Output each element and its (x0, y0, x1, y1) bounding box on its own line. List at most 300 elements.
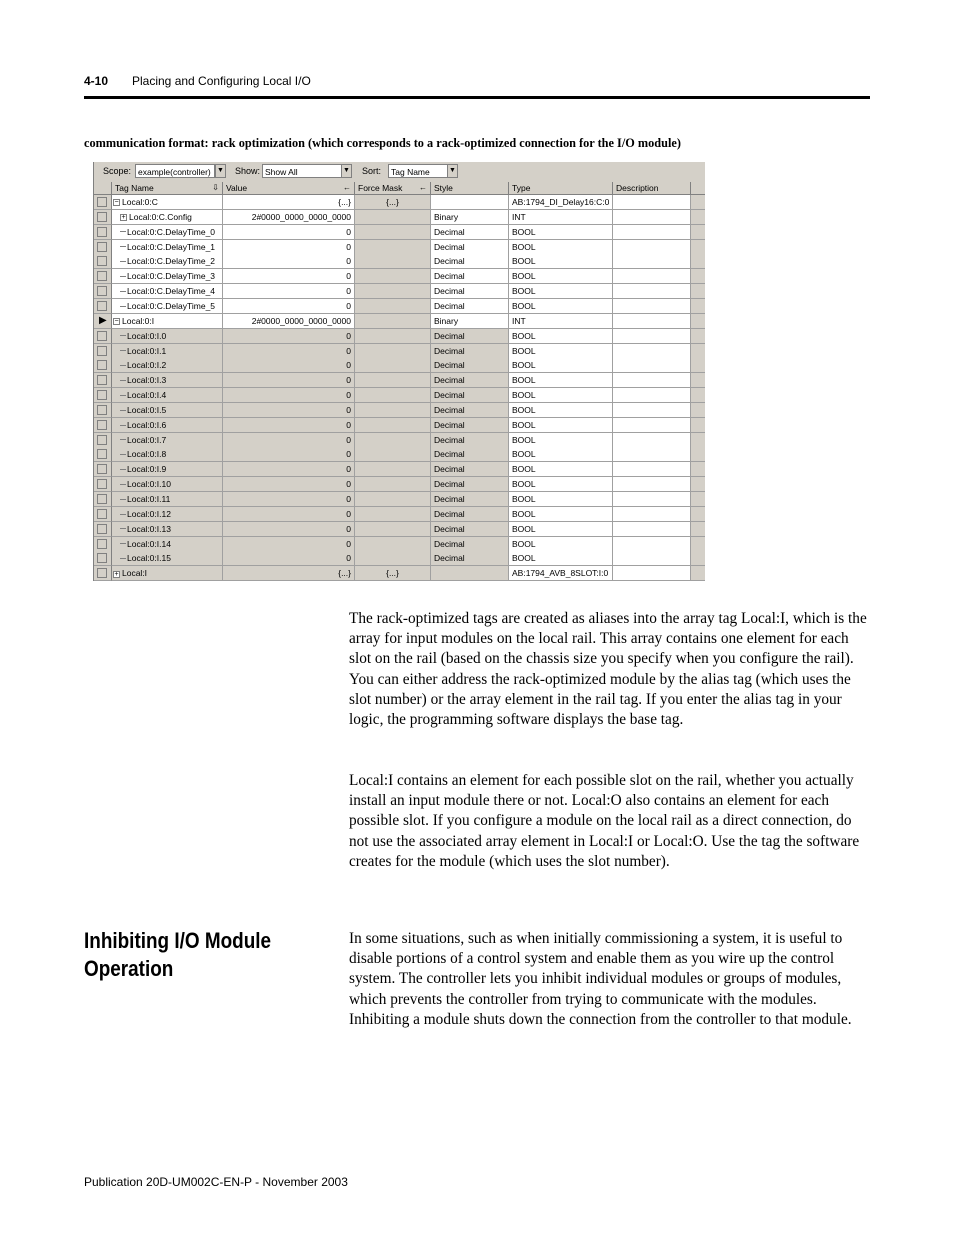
type-cell[interactable]: BOOL (509, 433, 613, 448)
column-label: Style (434, 183, 453, 193)
row-selector[interactable] (94, 240, 112, 255)
description-cell[interactable] (613, 195, 691, 210)
tag-name-text: Local:0:I.12 (127, 508, 171, 519)
value-cell[interactable]: 0 (223, 344, 355, 359)
row-selector[interactable] (94, 388, 112, 403)
tag-name-text: Local:0:I.3 (127, 375, 167, 386)
table-row[interactable] (94, 195, 705, 210)
collapse-icon[interactable]: − (114, 318, 119, 326)
description-cell[interactable] (613, 314, 691, 329)
vertical-scrollbar[interactable] (691, 299, 705, 314)
style-cell[interactable]: Decimal (431, 240, 509, 255)
vertical-scrollbar[interactable] (691, 254, 705, 269)
row-selector[interactable] (94, 269, 112, 284)
tag-name-cell[interactable] (112, 240, 223, 255)
value-cell[interactable]: 0 (223, 284, 355, 299)
vertical-scrollbar[interactable] (691, 225, 705, 240)
type-cell[interactable]: AB:1794_DI_Delay16:C:0 (509, 195, 613, 210)
row-selector[interactable] (94, 225, 112, 240)
tag-name-cell[interactable] (112, 477, 223, 492)
value-cell[interactable]: 2#0000_0000_0000_0000 (223, 314, 355, 329)
style-cell[interactable]: Decimal (431, 373, 509, 388)
tag-name-text: Local:0:I (122, 315, 155, 326)
force-mask-cell[interactable] (355, 269, 431, 284)
row-selector[interactable] (94, 284, 112, 299)
style-cell[interactable]: Decimal (431, 522, 509, 537)
tag-name-cell[interactable] (112, 388, 223, 403)
table-row[interactable] (94, 269, 705, 284)
force-mask-cell[interactable] (355, 225, 431, 240)
table-row[interactable] (94, 418, 705, 433)
tag-name-cell[interactable] (112, 507, 223, 522)
vertical-scrollbar[interactable] (691, 477, 705, 492)
tree-line-icon (120, 439, 126, 441)
type-cell[interactable]: BOOL (509, 225, 613, 240)
style-cell[interactable]: Decimal (431, 462, 509, 477)
type-cell[interactable]: INT (509, 314, 613, 329)
row-selector[interactable] (94, 566, 112, 581)
table-row[interactable] (94, 373, 705, 388)
tag-name-cell[interactable] (112, 537, 223, 552)
tree-line-icon (120, 558, 126, 560)
tag-name-cell[interactable] (112, 195, 223, 210)
description-cell[interactable] (613, 507, 691, 522)
body-paragraph: Local:I contains an element for each possible slot on the rail, whether you actually install an input module there or not. Local:O also contains an element for each possible slot. If you configure a module on the local rail as a direct connection, do not use the associated array element in Local:I or Local:O. Use the tag the software creates for the module (which uses the slot number). (349, 772, 860, 870)
table-row[interactable] (94, 566, 705, 581)
tag-name-cell[interactable] (112, 299, 223, 314)
row-selector[interactable] (94, 522, 112, 537)
sort-indicator-icon: ⇩ (212, 183, 219, 192)
description-cell[interactable] (613, 492, 691, 507)
style-cell[interactable]: Decimal (431, 507, 509, 522)
description-cell[interactable] (613, 477, 691, 492)
value-cell[interactable]: 0 (223, 299, 355, 314)
row-selector-box (97, 539, 107, 549)
style-cell[interactable]: Decimal (431, 447, 509, 462)
description-cell[interactable] (613, 358, 691, 373)
description-cell[interactable] (613, 329, 691, 344)
style-cell[interactable]: Binary (431, 314, 509, 329)
value-cell[interactable]: 0 (223, 522, 355, 537)
type-cell[interactable]: BOOL (509, 492, 613, 507)
value-cell[interactable]: 0 (223, 462, 355, 477)
force-mask-cell[interactable] (355, 344, 431, 359)
table-row[interactable] (94, 507, 705, 522)
tree-line-icon (120, 231, 126, 233)
tag-name-cell[interactable] (112, 269, 223, 284)
description-cell[interactable] (613, 388, 691, 403)
type-cell[interactable]: BOOL (509, 551, 613, 566)
force-mask-cell[interactable] (355, 433, 431, 448)
description-cell[interactable] (613, 462, 691, 477)
force-mask-cell[interactable] (355, 418, 431, 433)
tree-line-icon (120, 543, 126, 545)
style-cell[interactable]: Decimal (431, 433, 509, 448)
tag-name-cell[interactable] (112, 403, 223, 418)
force-mask-cell[interactable] (355, 551, 431, 566)
row-selector[interactable] (94, 329, 112, 344)
type-cell[interactable]: BOOL (509, 284, 613, 299)
vertical-scrollbar[interactable] (691, 537, 705, 552)
row-selector-box (97, 524, 107, 534)
tree-line-icon (120, 276, 126, 278)
row-selector[interactable] (94, 403, 112, 418)
style-cell[interactable]: Binary (431, 210, 509, 225)
force-mask-cell[interactable]: {...} (355, 195, 431, 210)
sort-select[interactable]: Tag Name (388, 164, 448, 178)
value-cell[interactable]: 0 (223, 492, 355, 507)
table-row[interactable] (94, 477, 705, 492)
vertical-scrollbar[interactable] (691, 329, 705, 344)
tag-name-cell[interactable] (112, 492, 223, 507)
description-cell[interactable] (613, 566, 691, 581)
column-label: Force Mask (358, 183, 403, 193)
force-mask-cell[interactable] (355, 299, 431, 314)
table-row[interactable] (94, 344, 705, 359)
style-cell[interactable]: Decimal (431, 403, 509, 418)
vertical-scrollbar[interactable] (691, 269, 705, 284)
tag-name-text: Local:0:I.9 (127, 464, 167, 475)
column-style[interactable] (431, 182, 509, 195)
tag-name-text: Local:I (122, 568, 148, 579)
tag-name-cell[interactable] (112, 314, 223, 329)
row-selector[interactable] (94, 344, 112, 359)
tree-line-icon (120, 365, 126, 367)
expand-icon[interactable]: + (121, 214, 126, 222)
force-mask-cell[interactable] (355, 522, 431, 537)
tag-name-cell[interactable] (112, 566, 223, 581)
force-mask-cell[interactable] (355, 477, 431, 492)
description-cell[interactable] (613, 373, 691, 388)
show-select[interactable]: Show All (262, 164, 342, 178)
tag-name-text: Local:0:I.1 (127, 345, 167, 356)
force-mask-cell[interactable] (355, 254, 431, 269)
table-row[interactable] (94, 314, 705, 329)
description-cell[interactable] (613, 225, 691, 240)
tag-name-text: Local:0:I.10 (127, 479, 171, 490)
style-cell[interactable]: Decimal (431, 269, 509, 284)
tag-name-cell[interactable] (112, 418, 223, 433)
style-cell[interactable]: Decimal (431, 477, 509, 492)
table-row[interactable] (94, 299, 705, 314)
style-cell[interactable]: Decimal (431, 537, 509, 552)
value-cell[interactable]: 0 (223, 225, 355, 240)
tag-name-cell[interactable] (112, 462, 223, 477)
tree-line-icon (120, 528, 126, 530)
description-cell[interactable] (613, 269, 691, 284)
row-selector-box (97, 464, 107, 474)
table-row[interactable] (94, 284, 705, 299)
row-selector[interactable] (94, 254, 112, 269)
scope-label: Scope: (103, 166, 132, 176)
tree-line-icon (120, 261, 126, 263)
description-cell[interactable] (613, 344, 691, 359)
row-selector[interactable] (94, 433, 112, 448)
vertical-scrollbar[interactable] (691, 388, 705, 403)
tree-line-icon (120, 425, 126, 427)
force-mask-cell[interactable] (355, 329, 431, 344)
table-row[interactable] (94, 240, 705, 255)
vertical-scrollbar[interactable] (691, 551, 705, 566)
force-mask-cell[interactable] (355, 507, 431, 522)
force-mask-cell[interactable] (355, 537, 431, 552)
table-row[interactable] (94, 225, 705, 240)
vertical-scrollbar[interactable] (691, 447, 705, 462)
tree-line-icon (120, 246, 126, 248)
figure-caption: communication format: rack optimization (which corresponds to a rack-optimized connection for the I/O module) (84, 136, 681, 150)
description-cell[interactable] (613, 537, 691, 552)
corner-header (94, 182, 112, 195)
value-cell[interactable]: 0 (223, 447, 355, 462)
force-mask-cell[interactable]: {...} (355, 566, 431, 581)
row-selector[interactable] (94, 492, 112, 507)
style-cell[interactable]: Decimal (431, 344, 509, 359)
row-selector-box (97, 360, 107, 370)
table-row[interactable] (94, 551, 705, 566)
value-cell[interactable]: 0 (223, 254, 355, 269)
tag-name-cell[interactable] (112, 373, 223, 388)
tag-name-text: Local:0:I.5 (127, 404, 167, 415)
type-cell[interactable]: BOOL (509, 358, 613, 373)
tag-name-text: Local:0:I.11 (127, 494, 171, 504)
row-selector[interactable] (94, 551, 112, 566)
vertical-scrollbar[interactable] (691, 373, 705, 388)
type-cell[interactable]: BOOL (509, 269, 613, 284)
row-selector[interactable] (94, 195, 112, 210)
column-label: Type (512, 183, 531, 193)
left-arrow-icon: ← (419, 183, 427, 192)
value-cell[interactable]: 0 (223, 433, 355, 448)
type-cell[interactable]: BOOL (509, 462, 613, 477)
style-cell[interactable]: Decimal (431, 284, 509, 299)
force-mask-cell[interactable] (355, 447, 431, 462)
type-cell[interactable]: BOOL (509, 329, 613, 344)
table-row[interactable] (94, 522, 705, 537)
column-type[interactable] (509, 182, 613, 195)
table-row[interactable] (94, 447, 705, 462)
value-cell[interactable]: 0 (223, 373, 355, 388)
force-mask-cell[interactable] (355, 492, 431, 507)
force-mask-cell[interactable] (355, 403, 431, 418)
row-selector[interactable] (94, 373, 112, 388)
row-selector-box (97, 435, 107, 445)
value-cell[interactable]: 0 (223, 507, 355, 522)
type-cell[interactable]: BOOL (509, 477, 613, 492)
value-cell[interactable]: 0 (223, 240, 355, 255)
vertical-scrollbar[interactable] (691, 195, 705, 210)
style-cell[interactable] (431, 566, 509, 581)
style-cell[interactable]: Decimal (431, 329, 509, 344)
vertical-scrollbar[interactable] (691, 210, 705, 225)
vertical-scrollbar[interactable] (691, 403, 705, 418)
value-cell[interactable]: 0 (223, 329, 355, 344)
vertical-scrollbar[interactable] (691, 284, 705, 299)
type-cell[interactable]: BOOL (509, 388, 613, 403)
row-selector-box (97, 568, 107, 578)
type-cell[interactable]: BOOL (509, 299, 613, 314)
type-cell[interactable]: BOOL (509, 537, 613, 552)
description-cell[interactable] (613, 551, 691, 566)
collapse-icon[interactable]: − (114, 199, 119, 207)
type-cell[interactable]: INT (509, 210, 613, 225)
type-cell[interactable]: BOOL (509, 403, 613, 418)
value-cell[interactable]: 0 (223, 358, 355, 373)
tag-grid-header (94, 182, 705, 195)
table-row[interactable] (94, 492, 705, 507)
left-arrow-icon: ← (343, 183, 351, 192)
type-cell[interactable]: BOOL (509, 344, 613, 359)
style-cell[interactable] (431, 195, 509, 210)
scope-dropdown-icon[interactable]: ▼ (215, 164, 226, 178)
force-mask-cell[interactable] (355, 284, 431, 299)
vertical-scrollbar[interactable] (691, 314, 705, 329)
type-cell[interactable]: BOOL (509, 447, 613, 462)
description-cell[interactable] (613, 447, 691, 462)
force-mask-cell[interactable] (355, 314, 431, 329)
row-selector[interactable] (94, 462, 112, 477)
tag-name-cell[interactable] (112, 329, 223, 344)
table-row[interactable] (94, 254, 705, 269)
tag-editor-window (93, 162, 705, 581)
tag-name-cell[interactable] (112, 225, 223, 240)
style-cell[interactable]: Decimal (431, 254, 509, 269)
description-cell[interactable] (613, 210, 691, 225)
tag-name-cell[interactable] (112, 210, 223, 225)
force-mask-cell[interactable] (355, 373, 431, 388)
description-cell[interactable] (613, 240, 691, 255)
tag-name-cell[interactable] (112, 551, 223, 566)
table-row[interactable] (94, 329, 705, 344)
description-cell[interactable] (613, 433, 691, 448)
vertical-scrollbar[interactable] (691, 492, 705, 507)
value-cell[interactable]: 0 (223, 269, 355, 284)
value-cell[interactable]: 0 (223, 537, 355, 552)
style-cell[interactable]: Decimal (431, 225, 509, 240)
row-selector[interactable] (94, 418, 112, 433)
row-selector[interactable] (94, 447, 112, 462)
table-row[interactable] (94, 358, 705, 373)
vertical-scrollbar[interactable] (691, 522, 705, 537)
row-selector[interactable] (94, 314, 112, 329)
table-row[interactable] (94, 210, 705, 225)
vertical-scrollbar[interactable] (691, 344, 705, 359)
table-row[interactable] (94, 537, 705, 552)
force-mask-cell[interactable] (355, 240, 431, 255)
style-cell[interactable]: Decimal (431, 551, 509, 566)
row-selector-box (97, 227, 107, 237)
tag-name-cell[interactable] (112, 358, 223, 373)
tree-line-icon (120, 306, 126, 308)
value-cell[interactable]: 0 (223, 418, 355, 433)
page-number: 4-10 (84, 74, 109, 88)
column-tag-name[interactable] (112, 182, 223, 195)
sort-label: Sort: (362, 166, 382, 176)
body-paragraph: In some situations, such as when initially commissioning a system, it is useful to disable portions of a control system and enable them as you wire up the control system. The controller lets you inhibit individual modules or groups of modules, which prevents the controller from trying to communicate with the modules. Inhibiting a module shuts down the connection from the controller to that module. (349, 930, 852, 1028)
vertical-scrollbar[interactable] (691, 240, 705, 255)
value-cell[interactable]: 0 (223, 477, 355, 492)
value-cell[interactable]: {...} (223, 566, 355, 581)
vertical-scrollbar[interactable] (691, 418, 705, 433)
style-cell[interactable]: Decimal (431, 388, 509, 403)
description-cell[interactable] (613, 254, 691, 269)
row-selector[interactable] (94, 537, 112, 552)
scope-select[interactable]: example(controller) (135, 164, 215, 178)
style-cell[interactable]: Decimal (431, 418, 509, 433)
vertical-scrollbar[interactable] (691, 462, 705, 477)
value-cell[interactable]: 0 (223, 403, 355, 418)
value-cell[interactable]: {...} (223, 195, 355, 210)
value-cell[interactable]: 0 (223, 388, 355, 403)
column-label: Value (226, 183, 248, 193)
show-dropdown-icon[interactable]: ▼ (341, 164, 352, 178)
column-value[interactable] (223, 182, 355, 195)
tag-name-cell[interactable] (112, 447, 223, 462)
current-row-pointer-icon: ▶ (99, 314, 107, 326)
type-cell[interactable]: BOOL (509, 373, 613, 388)
row-selector[interactable] (94, 358, 112, 373)
type-cell[interactable]: BOOL (509, 507, 613, 522)
column-description[interactable] (613, 182, 691, 195)
vertical-scrollbar[interactable] (691, 507, 705, 522)
tag-name-text: Local:0:C.Config (129, 211, 192, 222)
tag-name-cell[interactable] (112, 522, 223, 537)
tag-name-cell[interactable] (112, 284, 223, 299)
force-mask-cell[interactable] (355, 358, 431, 373)
force-mask-cell[interactable] (355, 388, 431, 403)
style-cell[interactable]: Decimal (431, 358, 509, 373)
value-cell[interactable]: 0 (223, 551, 355, 566)
sort-dropdown-icon[interactable]: ▼ (447, 164, 458, 178)
row-selector[interactable] (94, 507, 112, 522)
style-cell[interactable]: Decimal (431, 299, 509, 314)
tag-name-text: Local:0:C.DelayTime_3 (127, 271, 216, 282)
force-mask-cell[interactable] (355, 210, 431, 225)
type-cell[interactable]: BOOL (509, 254, 613, 269)
tag-name-cell[interactable] (112, 254, 223, 269)
force-mask-cell[interactable] (355, 462, 431, 477)
type-cell[interactable]: AB:1794_AVB_8SLOT:I:0 (509, 566, 613, 581)
description-cell[interactable] (613, 284, 691, 299)
type-cell[interactable]: BOOL (509, 418, 613, 433)
row-selector[interactable] (94, 210, 112, 225)
tree-line-icon (120, 291, 126, 293)
row-selector-box (97, 242, 107, 252)
tag-name-cell[interactable] (112, 344, 223, 359)
tag-name-cell[interactable] (112, 433, 223, 448)
vertical-scrollbar[interactable] (691, 566, 705, 581)
column-force-mask[interactable] (355, 182, 431, 195)
vertical-scrollbar[interactable] (691, 433, 705, 448)
value-cell[interactable]: 2#0000_0000_0000_0000 (223, 210, 355, 225)
table-row[interactable] (94, 462, 705, 477)
vertical-scrollbar[interactable] (691, 358, 705, 373)
description-cell[interactable] (613, 403, 691, 418)
row-selector[interactable] (94, 299, 112, 314)
row-selector-box (97, 405, 107, 415)
row-selector[interactable] (94, 477, 112, 492)
type-cell[interactable]: BOOL (509, 522, 613, 537)
type-cell[interactable]: BOOL (509, 240, 613, 255)
table-row[interactable] (94, 433, 705, 448)
description-cell[interactable] (613, 522, 691, 537)
description-cell[interactable] (613, 418, 691, 433)
expand-icon[interactable]: + (114, 570, 119, 578)
table-row[interactable] (94, 403, 705, 418)
tree-line-icon (120, 454, 126, 456)
style-cell[interactable]: Decimal (431, 492, 509, 507)
description-cell[interactable] (613, 299, 691, 314)
table-row[interactable] (94, 388, 705, 403)
